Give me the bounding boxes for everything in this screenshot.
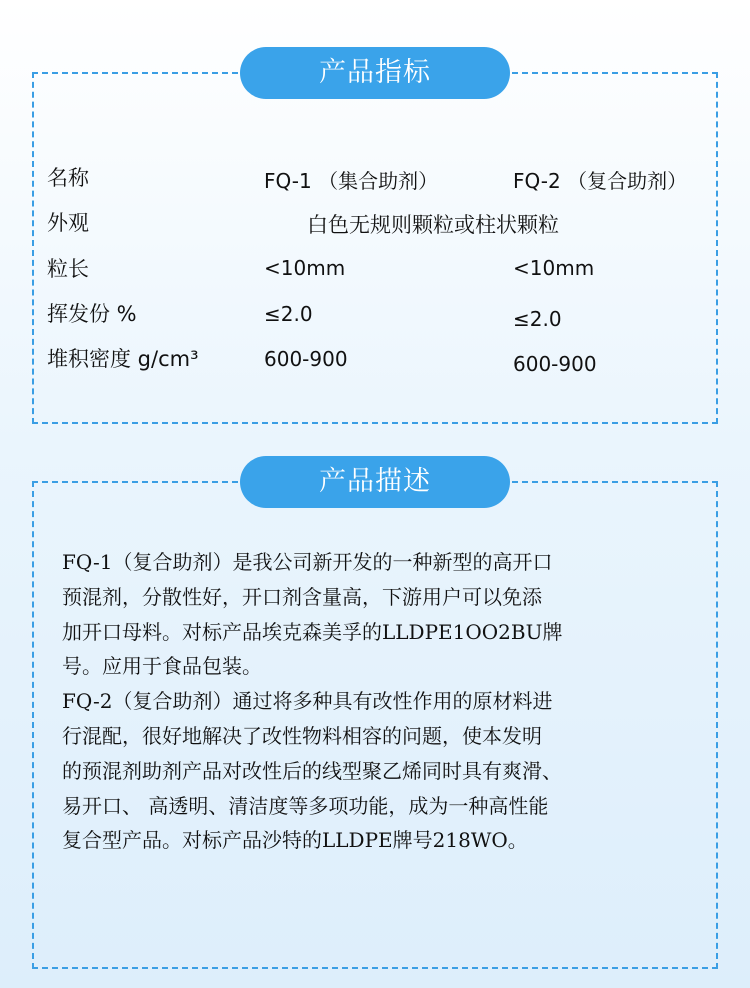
spec-label-appearance: 外观 [47,211,89,235]
spec-label-volatile: 挥发份 % [47,302,137,326]
description-fq1: FQ-1（复合助剂）是我公司新开发的一种新型的高开口 预混剂，分散性好，开口剂含量高，下游用户可以免添 加开口母料。对标产品埃克森美孚的LLDPE1OO2BU牌 号。应用于食品包装。 [62,550,563,679]
description-title: 产品描述 [240,456,510,508]
spec-title: 产品指标 [240,47,510,99]
spec-value-fq1-length: <10mm [264,256,346,280]
spec-value-appearance: 白色无规则颗粒或柱状颗粒 [307,213,559,237]
spec-value-fq2-length: <10mm [513,256,595,280]
spec-value-fq1-volatile: ≤2.0 [264,302,313,326]
description-fq2: FQ-2（复合助剂）通过将多种具有改性作用的原材料进 行混配，很好地解决了改性物料相容的问题，使本发明 的预混剂助剂产品对改性后的线型聚乙烯同时具有爽滑、 易开口、 高透明、清洁度等多项功能，成为一种高性能 复合型产品。对标产品沙特的LLDPE牌号218WO。 [62,689,562,853]
spec-label-length: 粒长 [47,257,89,281]
spec-value-fq2-name: FQ-2 （复合助剂） [513,169,688,193]
spec-label-density: 堆积密度 g/cm³ [47,347,199,371]
description-body [62,545,702,858]
spec-value-fq1-name: FQ-1 （集合助剂） [264,169,439,193]
spec-label-name: 名称 [47,166,89,190]
spec-value-fq2-volatile: ≤2.0 [513,307,562,331]
spec-value-fq2-density: 600-900 [513,352,597,376]
spec-value-fq1-density: 600-900 [264,347,348,371]
